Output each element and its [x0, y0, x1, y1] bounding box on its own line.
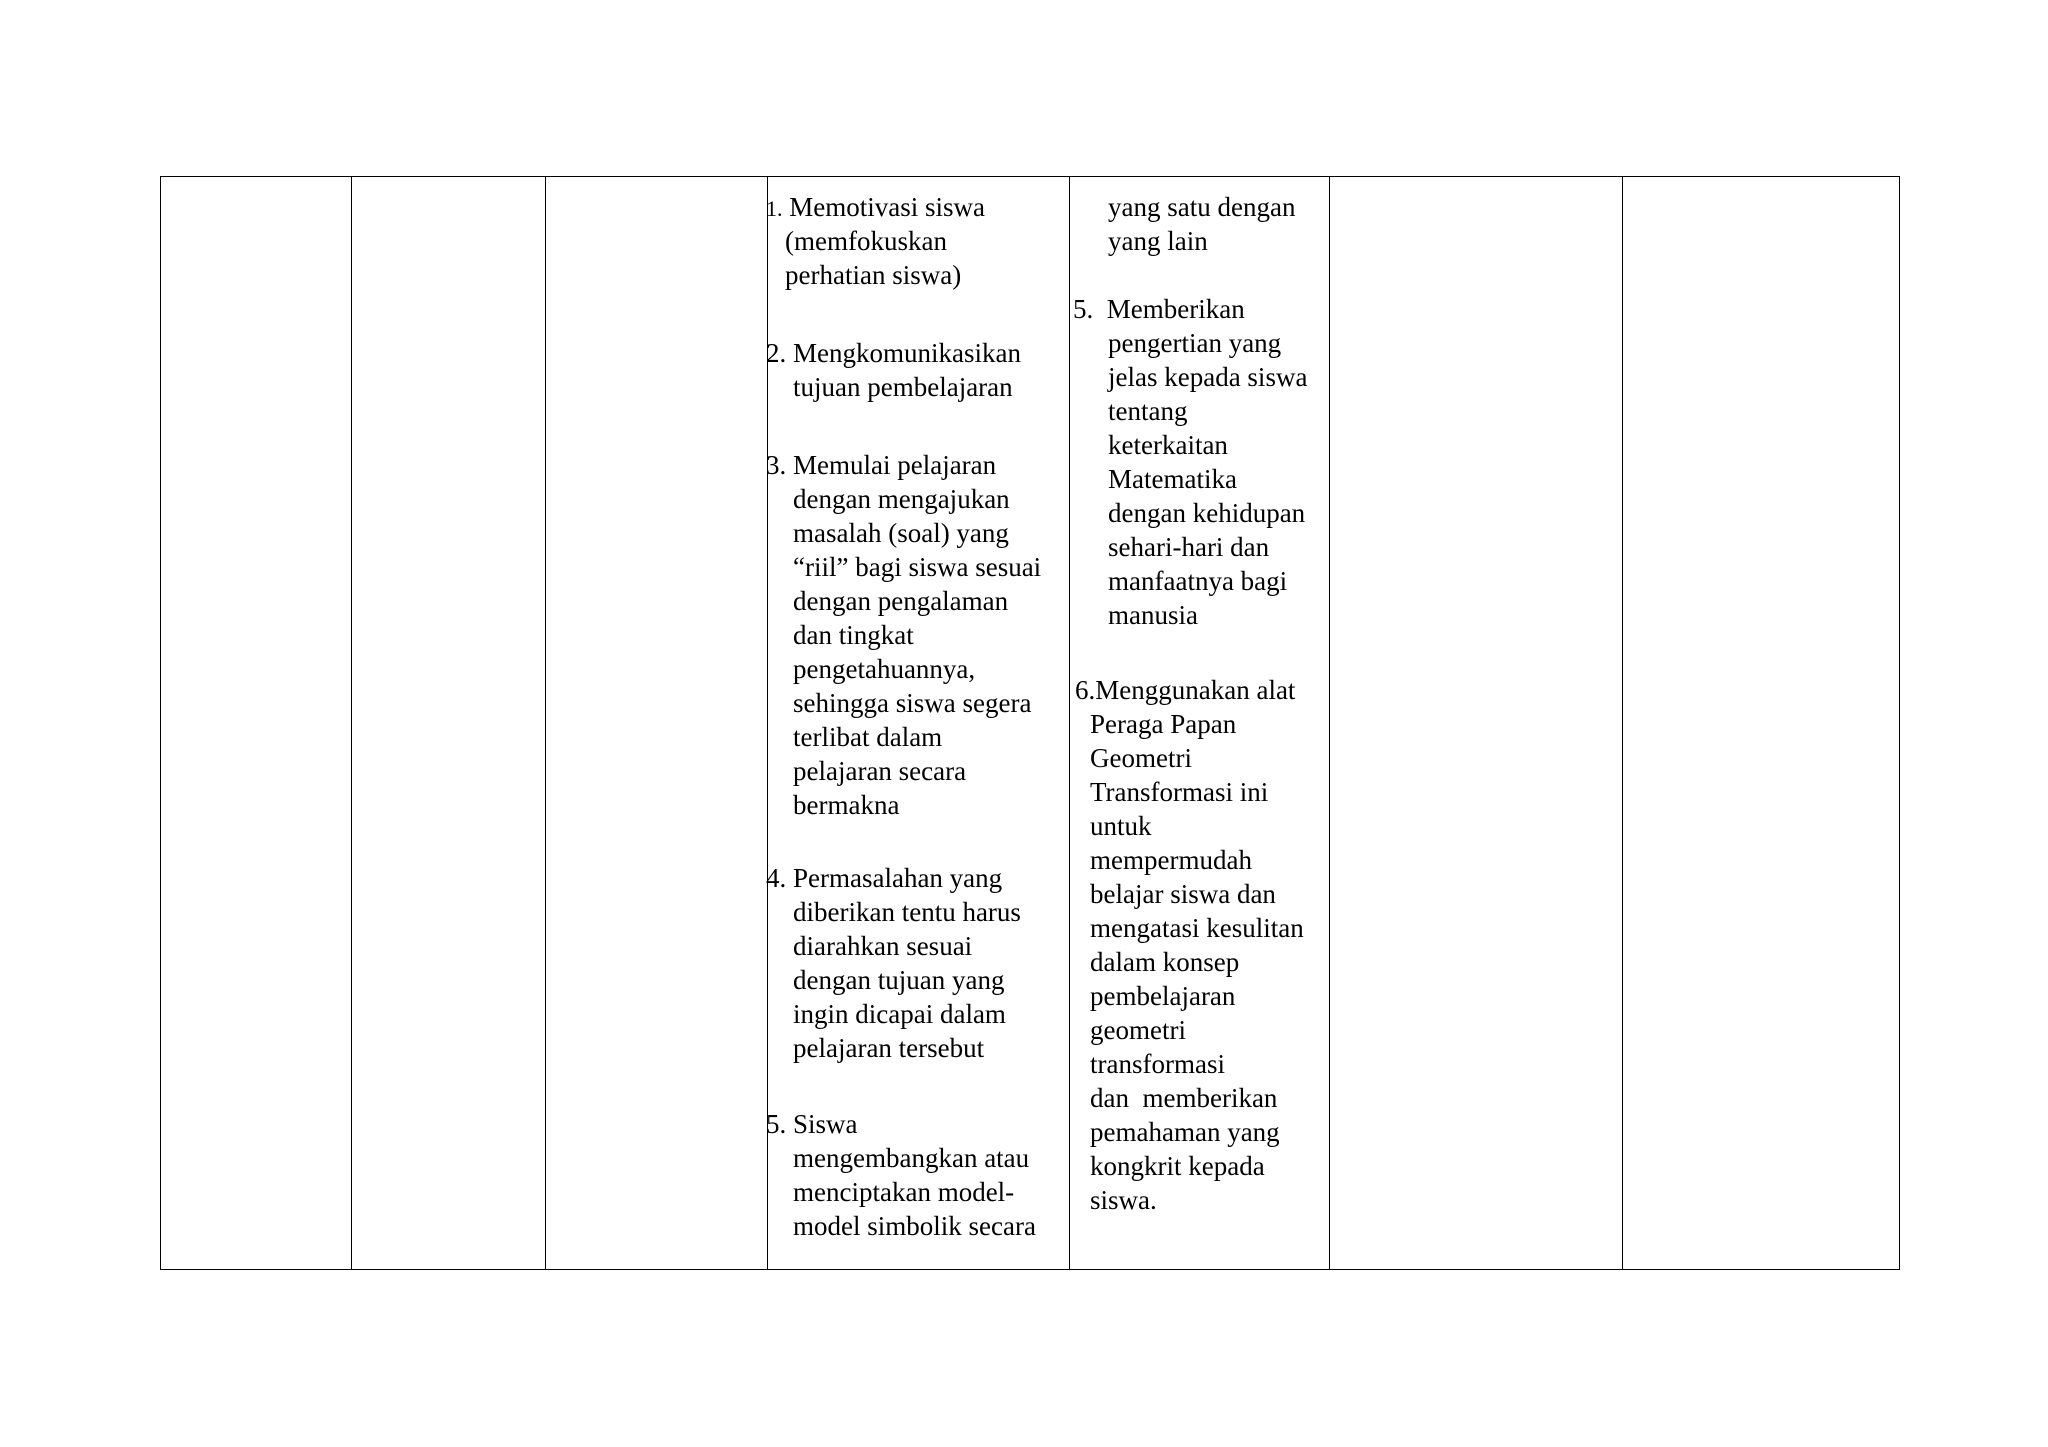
c4-item-3-line: dengan pengalaman [793, 586, 1009, 616]
c5-item-5-number: 5. [1073, 294, 1094, 324]
c5-item-5-line: jelas kepada siswa [1108, 362, 1308, 392]
c5-item-5-line: Memberikan [1106, 294, 1245, 324]
c4-item-5-line: menciptakan model- [793, 1177, 1015, 1207]
column-divider-2 [545, 177, 546, 1269]
c4-item-3-line: dan tingkat [793, 620, 914, 650]
c5-item-6-line: belajar siswa dan [1090, 879, 1276, 909]
c5-item-5-line: pengertian yang [1108, 328, 1282, 358]
c5-item-6-line: Geometri [1090, 743, 1192, 773]
c5-item-6-line: mengatasi kesulitan [1090, 913, 1304, 943]
c5-item-6-line: siswa. [1090, 1185, 1157, 1215]
c5-item-5-line: keterkaitan [1108, 430, 1228, 460]
c4-item-3 [766, 448, 1041, 822]
c4-item-3-line: dengan mengajukan [793, 484, 1010, 514]
c5-item-5-line: tentang [1108, 396, 1188, 426]
c4-item-3-line: masalah (soal) yang [793, 518, 1009, 548]
c4-item-5-number: 5. [766, 1109, 787, 1139]
c4-item-2 [766, 336, 1021, 404]
c5-item-5-line: dengan kehidupan [1108, 498, 1306, 528]
c4-item-5-line: Siswa [793, 1109, 858, 1139]
c4-item-1-line: (memfokuskan [785, 226, 947, 256]
c4-item-2-line: tujuan pembelajaran [793, 372, 1013, 402]
c5-item-6-line: kongkrit kepada [1090, 1151, 1265, 1181]
c4-item-4-line: pelajaran tersebut [793, 1033, 985, 1063]
c5-item-6-line: pemahaman yang [1090, 1117, 1280, 1147]
c4-item-1-number: 1. [766, 196, 783, 221]
c5-continuation-line: yang lain [1108, 226, 1208, 256]
c4-item-4-line: ingin dicapai dalam [793, 999, 1006, 1029]
c4-item-3-line: terlibat dalam [793, 722, 943, 752]
c5-item-6-line: Transformasi ini [1090, 777, 1269, 807]
c4-item-2-line: Mengkomunikasikan [793, 338, 1021, 368]
c5-item-6-line: pembelajaran [1090, 981, 1236, 1011]
c4-item-5 [766, 1107, 1036, 1243]
column-divider-4 [1069, 177, 1070, 1269]
c5-item-6-line: untuk [1090, 811, 1152, 841]
c5-item-5-line: sehari-hari dan [1108, 532, 1270, 562]
c5-item-5 [1073, 292, 1307, 632]
c4-item-3-line: “riil” bagi siswa sesuai [793, 552, 1042, 582]
c5-item-6-line: geometri [1090, 1015, 1186, 1045]
c4-item-3-line: sehingga siswa segera [793, 688, 1032, 718]
c4-item-4 [766, 861, 1021, 1065]
c5-item-6-line: dalam konsep [1090, 947, 1240, 977]
column-divider-5 [1329, 177, 1330, 1269]
column-divider-6 [1622, 177, 1623, 1269]
c4-item-1 [766, 190, 985, 292]
c4-item-3-line: pelajaran secara [793, 756, 967, 786]
c4-item-2-number: 2. [766, 338, 787, 368]
column-divider-1 [351, 177, 352, 1269]
c4-item-1-line: perhatian siswa) [785, 260, 962, 290]
c4-item-5-line: model simbolik secara [793, 1211, 1036, 1241]
c4-item-4-line: Permasalahan yang [793, 863, 1003, 893]
c4-item-5-line: mengembangkan atau [793, 1143, 1030, 1173]
c4-item-3-line: Memulai pelajaran [793, 450, 997, 480]
c5-item-6-line: Peraga Papan [1090, 709, 1237, 739]
c5-item-6 [1075, 673, 1304, 1217]
c4-item-3-line: pengetahuannya, [793, 654, 976, 684]
c5-continuation-line: yang satu dengan [1108, 192, 1296, 222]
c4-item-1-line: Memotivasi siswa [789, 192, 985, 222]
c5-item-5-line: Matematika [1108, 464, 1237, 494]
c5-item-6-line: dan memberikan [1090, 1083, 1278, 1113]
c4-item-4-line: diberikan tentu harus [793, 897, 1021, 927]
c5-item-5-line: manfaatnya bagi [1108, 566, 1288, 596]
c5-continuation [1108, 190, 1295, 258]
c5-item-6-line: Menggunakan alat [1095, 675, 1296, 705]
c5-item-6-line: mempermudah [1090, 845, 1252, 875]
c5-item-6-number: 6. [1075, 675, 1096, 705]
c4-item-4-line: dengan tujuan yang [793, 965, 1005, 995]
c4-item-4-line: diarahkan sesuai [793, 931, 973, 961]
c5-item-6-line: transformasi [1090, 1049, 1225, 1079]
c5-item-5-line: manusia [1108, 600, 1198, 630]
c4-item-3-number: 3. [766, 450, 787, 480]
c4-item-4-number: 4. [766, 863, 787, 893]
c4-item-3-line: bermakna [793, 790, 900, 820]
